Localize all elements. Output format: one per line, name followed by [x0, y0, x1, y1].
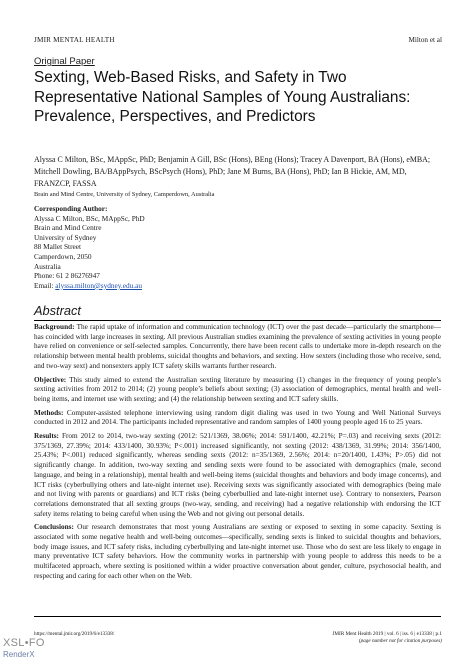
logo-line2: RenderX — [3, 650, 35, 659]
corr-line: Australia — [34, 261, 61, 271]
corr-line: Camperdown, 2050 — [34, 251, 92, 261]
corr-line: University of Sydney — [34, 232, 97, 242]
abstract-heading: Abstract — [34, 303, 81, 318]
abstract-conclusions — [34, 523, 441, 581]
section-label: Conclusions: — [34, 523, 74, 532]
article-type: Original Paper — [34, 56, 95, 67]
logo-line1: XSL•FO — [3, 637, 45, 649]
abstract-results — [34, 432, 441, 519]
xslfo-renderx-logo — [3, 637, 45, 661]
abstract-methods — [34, 409, 441, 428]
section-text: From 2012 to 2014, two-way sexting (2012: 521/1369, 38.06%; 2014: 591/1400, 42.21%; P=.03) and receiving sexts (2012: 375/1369, 27.39%; 2014: 433/1400, 30.93%; P<.001) increased significantly, not sexting (2012: 438/1369, 31.99%; 2014: 356/1400, 25.43%; P<.001) reduced significantly, whereas sending sexts (2012: n=35/1369, 2.56%; 2014: n=20/1400, 1.43%; P>.05) did not significantly change. In addition, two-way sexting and sending sexts were found to be associated with demographics (male, second language, and being in a relationship), mental health and well-being items (suicidal thoughts and behaviors and body image concerns), and ICT risks (cyberbullying others and late-night internet use). Receiving sexts was significantly associated with demographics (being male and not living with parents or guardians) and ICT risks (being cyberbullied and late-night internet use). Contrary to nonsexters, Pearson correlations demonstrated that all sexting groups (two-way, sending, and receiving) had a negative relationship with endorsing the ICT safety items relating to being careful when using the Web and not giving out personal details. — [34, 432, 442, 518]
abstract-top-rule — [34, 320, 441, 321]
section-label: Background: — [34, 323, 75, 331]
running-authors: Milton et al — [408, 36, 442, 44]
corr-line: Brain and Mind Centre — [34, 223, 102, 233]
email-link[interactable]: alyssa.milton@sydney.edu.au — [55, 280, 142, 290]
section-text: This study aimed to extend the Australian sexting literature by measuring (1) changes in the frequency of young people’s sexting activities from 2012 to 2014; (2) young people’s beliefs about sexting; (3) association of demographics, mental health and well-being items, and internet use with sexting; and (4) the relationship between sexting and ICT safety skills. — [34, 375, 441, 403]
section-text: Computer-assisted telephone interviewing using random digit dialing was used in two Young and Well National Surveys conducted in 2012 and 2014. The participants included representative and random samples of 1400 young people aged 16 to 25 years. — [34, 408, 442, 427]
author-list: Alyssa C Milton, BSc, MAppSc, PhD; Benjamin A Gill, BSc (Hons), BEng (Hons); Tracey A Davenport, BA (Hons), eMBA; Mitchell Dowling, BA/BAppPsych, BScPsych (Hons), PhD; Jane M Burns, BA (Hons), PhD; Ian B Hickie, AM, MD, FRANZCP, FASSA — [34, 155, 431, 188]
corr-line: 88 Mallet Street — [34, 242, 82, 252]
section-label: Results: — [34, 432, 59, 441]
corresponding-author-block — [34, 204, 145, 290]
abstract-background — [34, 323, 441, 372]
section-label: Objective: — [34, 375, 67, 384]
footer-note: (page number not for citation purposes) — [358, 637, 442, 644]
abstract-objective — [34, 376, 441, 405]
corresponding-author-label: Corresponding Author: — [34, 204, 108, 213]
footer-citation-block — [332, 631, 442, 644]
journal-name: JMIR MENTAL HEALTH — [34, 36, 115, 44]
section-label: Methods: — [34, 408, 64, 417]
section-text: Our research demonstrates that most young Australians are sexting or exposed to sexting in some capacity. Sexting is associated with some negative health and well-being outcomes—specifically, sending sexts is linked to suicidal thoughts and behaviors, body image issues, and ICT safety risks, including cyberbullying and late-night internet use. Those who do sext are less likely to engage in many preventative ICT safety behaviors. How the community works in partnership with young people to address this needs to be a multifaceted approach, where sexting is positioned within a wider proactive conversation about gender, culture, psychosocial health, and respecting and caring for each other when on the Web. — [34, 523, 441, 580]
corr-line: Alyssa C Milton, BSc, MAppSc, PhD — [34, 213, 145, 223]
abstract-bottom-rule — [34, 616, 441, 617]
article-title: Sexting, Web-Based Risks, and Safety in Two Representative National Samples of Young Australians: Prevalence, Perspectives, and Predictors — [34, 69, 411, 125]
footer-url[interactable]: https://mental.jmir.org/2019/6/e13338/ — [34, 631, 115, 637]
email-label: Email: — [34, 280, 54, 290]
section-text: The rapid uptake of information and communication technology (ICT) over the past decade—particularly the smartphone—has coincided with large increases in sexting. All previous Australian studies examining the prevalence of sexting activities in young people have relied on convenience or self-selected samples. Concurrently, there have been recent calls to undertake more in-depth research on the relationship between mental health problems, suicidal thoughts and behaviors, and sexting. How sexters (including those who receive, send, and two-way sext) and nonsexters apply ICT safety skills warrants further research. — [34, 323, 441, 370]
email-line — [34, 281, 145, 291]
corr-line: Phone: 61 2 86276947 — [34, 271, 100, 281]
affiliation: Brain and Mind Centre, University of Sydney, Camperdown, Australia — [34, 191, 215, 198]
abstract-body — [34, 323, 441, 586]
footer-citation: JMIR Ment Health 2019 | vol. 6 | iss. 6 | e13338 | p.1 — [332, 631, 442, 637]
